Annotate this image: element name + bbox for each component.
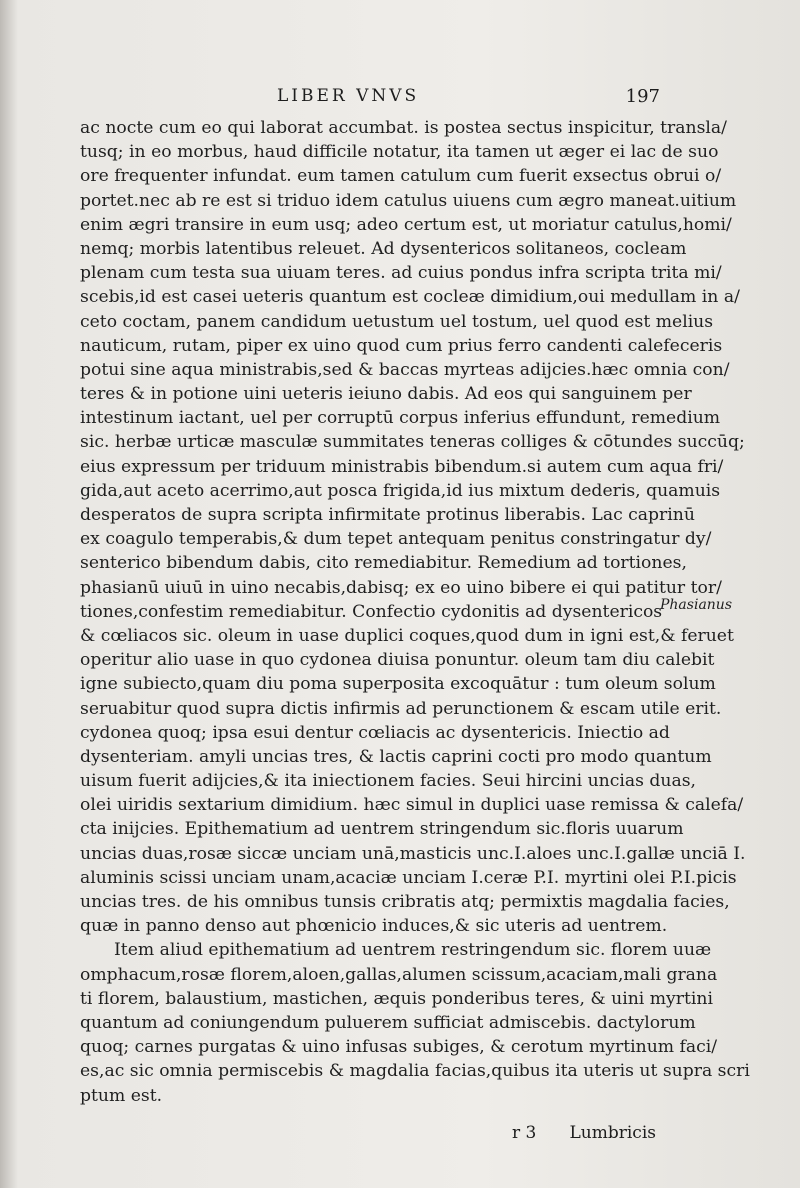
text-line: intestinum iactant, uel per corruptū corpus inferius effundunt, remedium xyxy=(80,408,721,429)
text-line: teres & in potione uini ueteris ieiuno dabis. Ad eos qui sanguinem per xyxy=(80,384,692,405)
text-line: seruabitur quod supra dictis infirmis ad perunctionem & escam utile erit. xyxy=(80,698,722,719)
text-line: olei uiridis sextarium dimidium. hæc simul in duplici uase remissa & calefa/ xyxy=(80,795,744,816)
text-line: portet.nec ab re est si triduo idem catulus uiuens cum ægro maneat.uitium xyxy=(80,190,737,211)
text-line: Item aliud epithematium ad uentrem restringendum sic. florem uuæ xyxy=(114,940,712,961)
text-line: eius expressum per triduum ministrabis bibendum.si autem cum aqua fri/ xyxy=(80,456,724,477)
text-line: scebis,id est casei ueteris quantum est cocleæ dimidium,oui medullam in a/ xyxy=(80,287,740,308)
text-line: nauticum, rutam, piper ex uino quod cum prius ferro candenti calefeceris xyxy=(80,335,723,356)
text-line: omphacum,rosæ florem,aloen,gallas,alumen scissum,acaciam,mali grana xyxy=(80,964,718,985)
text-line: & cœliacos sic. oleum in uase duplici coques,quod dum in igni est,& feruet xyxy=(80,625,734,646)
text-line: igne subiecto,quam diu poma superposita excoquātur : tum oleum solum xyxy=(80,674,716,695)
text-line: quoq; carnes purgatas & uino infusas subiges, & cerotum myrtinum faci/ xyxy=(80,1037,718,1058)
text-line: nemq; morbis latentibus releuet. Ad dysentericos solitaneos, cocleam xyxy=(80,238,687,259)
text-line: cta inijcies. Epithematium ad uentrem stringendum sic.floris uuarum xyxy=(80,819,684,840)
text-line: ceto coctam, panem candidum uetustum uel tostum, uel quod est melius xyxy=(80,311,714,332)
text-line: ti florem, balaustium, mastichen, æquis ponderibus teres, & uini myrtini xyxy=(80,988,713,1009)
text-line: potui sine aqua ministrabis,sed & baccas myrteas adijcies.hæc omnia con/ xyxy=(80,359,730,380)
text-line: dysenteriam. amyli uncias tres, & lactis caprini cocti pro modo quantum xyxy=(80,746,712,767)
text-line: tiones,confestim remediabitur. Confectio cydonitis ad dysentericos xyxy=(80,601,663,622)
signature-mark: r 3 xyxy=(512,1123,537,1143)
page-footer xyxy=(80,1123,656,1149)
text-line: gida,aut aceto acerrimo,aut posca frigida,id ius mixtum dederis, quamuis xyxy=(80,480,721,501)
page-header xyxy=(80,86,670,116)
catchword: Lumbricis xyxy=(569,1123,656,1143)
text-line: desperatos de supra scripta infirmitate protinus liberabis. Lac caprinū xyxy=(80,505,695,525)
text-line: enim ægri transire in eum usq; adeo certum est, ut moriatur catulus,homi/ xyxy=(80,214,732,235)
text-line: plenam cum testa sua uiuam teres. ad cuius pondus infra scripta trita mi/ xyxy=(80,263,722,284)
text-line: senterico bibendum dabis, cito remediabitur. Remedium ad tortiones, xyxy=(80,553,687,574)
text-line: ore frequenter infundat. eum tamen catulum cum fuerit exsectus obrui o/ xyxy=(80,166,722,187)
text-line: uncias tres. de his omnibus tunsis cribratis atq; permixtis magdalia facies, xyxy=(80,892,730,912)
text-line: uncias duas,rosæ siccæ unciam unā,masticis unc.I.aloes unc.I.gallæ unciā I. xyxy=(80,843,746,864)
margin-note: Phasianus xyxy=(660,597,733,613)
text-line: ptum est. xyxy=(80,1085,163,1106)
page-number: 197 xyxy=(625,86,660,107)
text-line: es,ac sic omnia permiscebis & magdalia facias,quibus ita uteris ut supra scri xyxy=(80,1061,750,1082)
text-line: quæ in panno denso aut phœnicio induces,& sic uteris ad uentrem. xyxy=(80,916,668,937)
text-line: uisum fuerit adijcies,& ita iniectionem facies. Seui hircini uncias duas, xyxy=(80,771,697,792)
running-head: LIBER VNVS xyxy=(277,86,420,106)
text-line: tusq; in eo morbus, haud difficile notatur, ita tamen ut æger ei lac de suo xyxy=(80,142,719,163)
text-line: operitur alio uase in quo cydonea diuisa ponuntur. oleum tam diu calebit xyxy=(80,650,715,671)
text-line: quantum ad coniungendum puluerem sufficiat admiscebis. dactylorum xyxy=(80,1012,696,1033)
text-line: phasianū uiuū in uino necabis,dabisq; ex eo uino bibere ei qui patitur tor/ xyxy=(80,577,722,598)
text-line: ac nocte cum eo qui laborat accumbat. is postea sectus inspicitur, transla/ xyxy=(80,118,727,138)
text-line: aluminis scissi unciam unam,acaciæ unciam I.ceræ P.I. myrtini olei P.I.picis xyxy=(80,867,737,888)
text-line: ex coagulo temperabis,& dum tepet antequam penitus constringatur dy/ xyxy=(80,529,712,550)
text-line: sic. herbæ urticæ masculæ summitates teneras colliges & cōtundes succūq; xyxy=(80,432,745,453)
text-line: cydonea quoq; ipsa esui dentur cœliacis ac dysentericis. Iniectio ad xyxy=(80,722,670,743)
